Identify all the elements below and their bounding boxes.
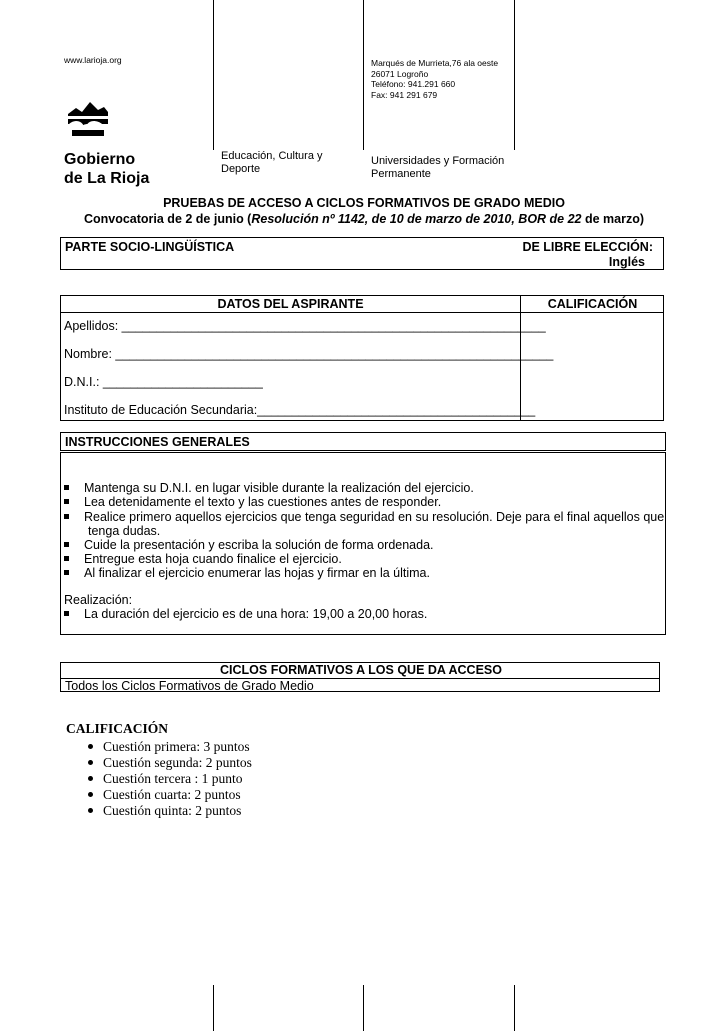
address-block: [371, 58, 498, 100]
bullet-icon: [88, 776, 93, 781]
list-item: Cuestión primera: 3 puntos: [88, 739, 250, 755]
cycles-text: Todos los Ciclos Formativos de Grado Medio: [65, 679, 314, 693]
header-divider-2: [363, 0, 364, 150]
list-item: Lea detenidamente el texto y las cuestiones antes de responder.: [64, 495, 441, 509]
government-name: [64, 150, 149, 188]
address-line: 26071 Logroño: [371, 68, 429, 79]
square-bullet-icon: [64, 542, 69, 547]
header-divider-1: [213, 0, 214, 150]
rioja-logo-icon: [66, 100, 110, 138]
university-line-1: Universidades y Formación: [371, 155, 505, 167]
subtitle-part-a: Convocatoria de 2 de junio (: [83, 212, 252, 226]
square-bullet-icon: [64, 485, 69, 490]
list-item: Al finalizar el ejercicio enumerar las hojas y firmar en la última.: [64, 566, 430, 580]
address-line: Teléfono: 941.291 660: [371, 79, 456, 89]
list-item: Cuestión quinta: 2 puntos: [88, 803, 241, 819]
surname-field[interactable]: Apellidos: _____________________________________________________________: [64, 319, 546, 333]
cycles-table: [60, 662, 660, 692]
square-bullet-icon: [64, 556, 69, 561]
instructions-heading: INSTRUCCIONES GENERALES: [65, 435, 250, 449]
government-line-1: Gobierno: [64, 151, 136, 168]
subtitle-resolution: Resolución nº 1142, de 10 de marzo de 2010, BOR de 22: [251, 212, 582, 226]
realization-label: Realización:: [64, 593, 133, 607]
dni-field[interactable]: D.N.I.: _______________________: [64, 375, 263, 389]
list-item: Cuide la presentación y escriba la solución de forma ordenada.: [64, 538, 434, 552]
grading-heading: CALIFICACIÓN: [66, 721, 169, 736]
website-url: www.larioja.org: [64, 55, 122, 65]
university-dept: [371, 155, 504, 181]
government-line-2: de La Rioja: [64, 170, 150, 187]
applicant-header-divider: [61, 312, 663, 313]
list-item: Cuestión tercera : 1 punto: [88, 771, 242, 787]
part-language: Inglés: [608, 255, 645, 269]
school-field[interactable]: Instituto de Educación Secundaria:________________________________________: [64, 403, 536, 417]
grade-heading: CALIFICACIÓN: [547, 297, 638, 311]
address-line: Fax: 941 291 679: [371, 89, 438, 100]
name-field[interactable]: Nombre: _______________________________________________________________: [64, 347, 554, 361]
exam-title: PRUEBAS DE ACCESO A CICLOS FORMATIVOS DE GRADO MEDIO: [163, 196, 565, 210]
bullet-icon: [88, 792, 93, 797]
square-bullet-icon: [64, 514, 69, 519]
list-item: La duración del ejercicio es de una hora: 19,00 a 20,00 horas.: [64, 607, 427, 621]
footer-divider-2: [363, 985, 364, 1031]
list-item-continuation: tenga dudas.: [88, 524, 161, 538]
department-line-2: Deporte: [221, 163, 261, 175]
list-item: Cuestión cuarta: 2 puntos: [88, 787, 241, 803]
list-item: Entregue esta hoja cuando finalice el ejercicio.: [64, 552, 342, 566]
part-box: [60, 237, 664, 270]
footer-divider-1: [213, 985, 214, 1031]
square-bullet-icon: [64, 611, 69, 616]
department-line-1: Educación, Cultura y: [221, 150, 323, 162]
department-name: [221, 150, 323, 176]
address-line: Marqués de Murrieta,76 ala oeste: [371, 58, 499, 68]
instructions-header-box: [60, 432, 666, 451]
list-item: Realice primero aquellos ejercicios que tenga seguridad en su resolución. Deje para el final aquellos que: [64, 510, 664, 524]
exam-subtitle: [0, 212, 728, 226]
university-line-2: Permanente: [371, 168, 431, 180]
bullet-icon: [88, 808, 93, 813]
part-elective-label: DE LIBRE ELECCIÓN:: [522, 240, 653, 254]
footer-divider-3: [514, 985, 515, 1031]
part-name: PARTE SOCIO-LINGÜÍSTICA: [65, 240, 235, 254]
header-divider-3: [514, 0, 515, 150]
square-bullet-icon: [64, 570, 69, 575]
cycles-heading: CICLOS FORMATIVOS A LOS QUE DA ACCESO: [220, 663, 502, 677]
subtitle-part-c: de marzo): [581, 212, 645, 226]
applicant-heading: DATOS DEL ASPIRANTE: [217, 297, 364, 311]
square-bullet-icon: [64, 499, 69, 504]
bullet-icon: [88, 760, 93, 765]
list-item: Mantenga su D.N.I. en lugar visible durante la realización del ejercicio.: [64, 481, 474, 495]
bullet-icon: [88, 744, 93, 749]
list-item: Cuestión segunda: 2 puntos: [88, 755, 252, 771]
